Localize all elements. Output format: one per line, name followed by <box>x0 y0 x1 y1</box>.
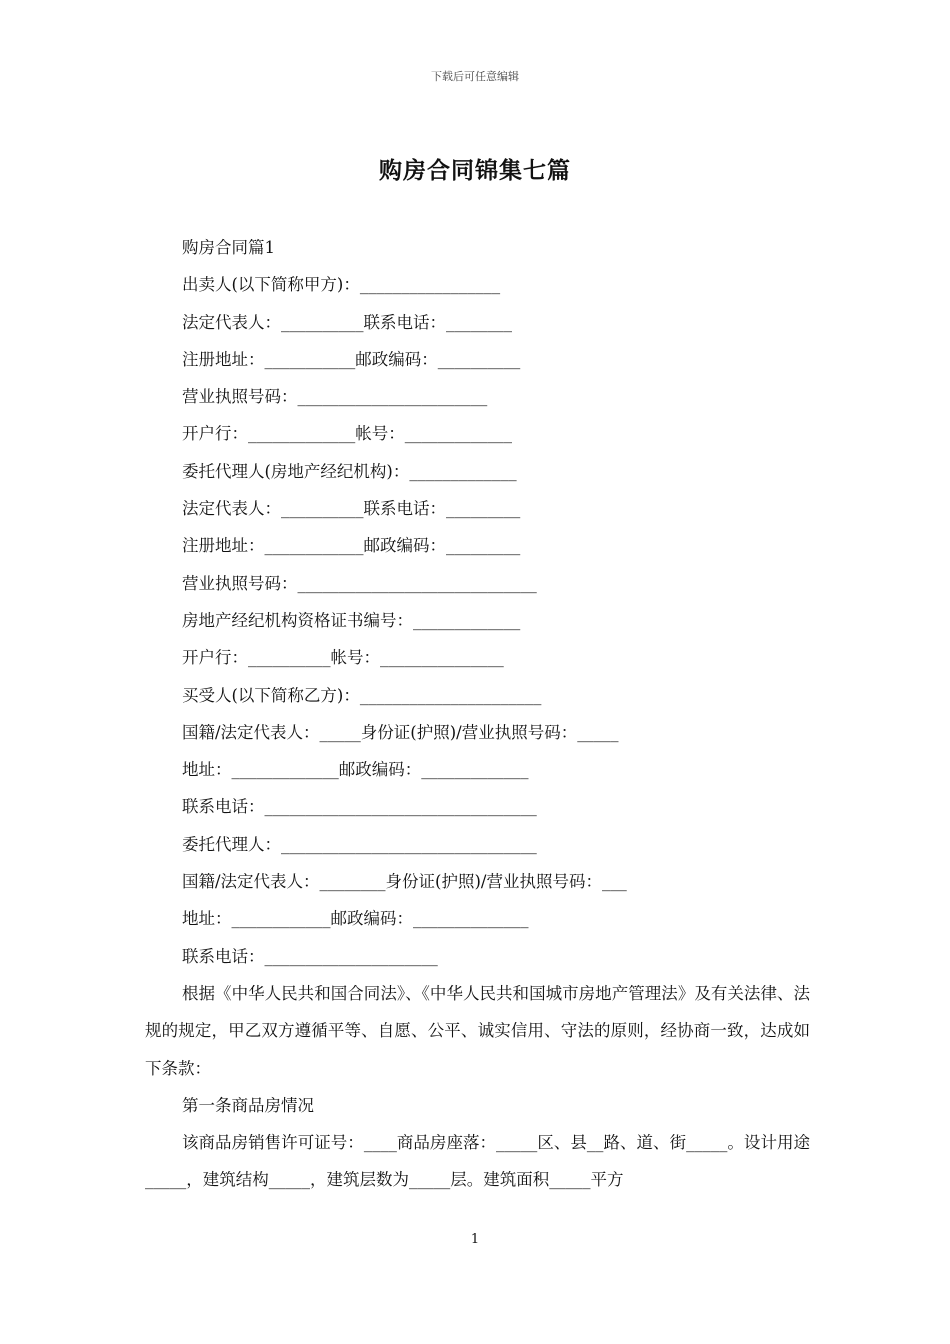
form-line-buyer-agent-id: 国籍/法定代表人：________身份证(护照)/营业执照号码：___ <box>182 872 627 892</box>
page-header: 下载后可任意编辑 <box>431 70 519 83</box>
form-line-buyer-agent: 委托代理人：_______________________________ <box>182 834 537 854</box>
page-number: 1 <box>470 1232 480 1247</box>
article-heading: 第一条商品房情况 <box>182 1095 314 1115</box>
form-line-seller-rep: 法定代表人：__________联系电话：________ <box>182 312 512 332</box>
document-body <box>145 229 810 1199</box>
form-line-agent-license: 营业执照号码：_____________________________ <box>182 573 537 593</box>
form-line-seller: 出卖人(以下简称甲方)：_________________ <box>182 275 501 295</box>
form-line-buyer-id: 国籍/法定代表人：_____身份证(护照)/营业执照号码：_____ <box>182 722 619 742</box>
form-line-agent-address: 注册地址：____________邮政编码：_________ <box>182 536 521 556</box>
form-line-buyer-agent-address: 地址：____________邮政编码：______________ <box>182 909 529 929</box>
article-paragraph: 该商品房销售许可证号：____商品房座落：_____区、县__路、道、街_____。设计用途_____，建筑结构_____，建筑层数为_____层。建筑面积_____平方 <box>145 1133 810 1190</box>
form-line-agent-bank: 开户行：__________帐号：_______________ <box>182 648 504 668</box>
form-line-agent-cert: 房地产经纪机构资格证书编号：_____________ <box>182 610 521 630</box>
form-line-seller-address: 注册地址：___________邮政编码：__________ <box>182 349 521 369</box>
form-line-agent: 委托代理人(房地产经纪机构)：_____________ <box>182 461 517 481</box>
form-line-seller-bank: 开户行：_____________帐号：_____________ <box>182 424 512 444</box>
form-line-buyer-address: 地址：_____________邮政编码：_____________ <box>182 760 529 780</box>
form-line-buyer-agent-phone: 联系电话：_____________________ <box>182 946 438 966</box>
form-line-agent-rep: 法定代表人：__________联系电话：_________ <box>182 499 521 519</box>
preamble-paragraph: 根据《中华人民共和国合同法》、《中华人民共和国城市房地产管理法》及有关法律、法规的规定，甲乙双方遵循平等、自愿、公平、诚实信用、守法的原则，经协商一致，达成如下条款： <box>145 983 810 1078</box>
document-title: 购房合同锦集七篇 <box>379 157 571 184</box>
section-heading-1: 购房合同篇1 <box>182 238 275 257</box>
form-line-buyer-phone: 联系电话：_________________________________ <box>182 797 537 817</box>
form-line-seller-license: 营业执照号码：_______________________ <box>182 387 488 407</box>
form-line-buyer: 买受人(以下简称乙方)：______________________ <box>182 685 542 705</box>
